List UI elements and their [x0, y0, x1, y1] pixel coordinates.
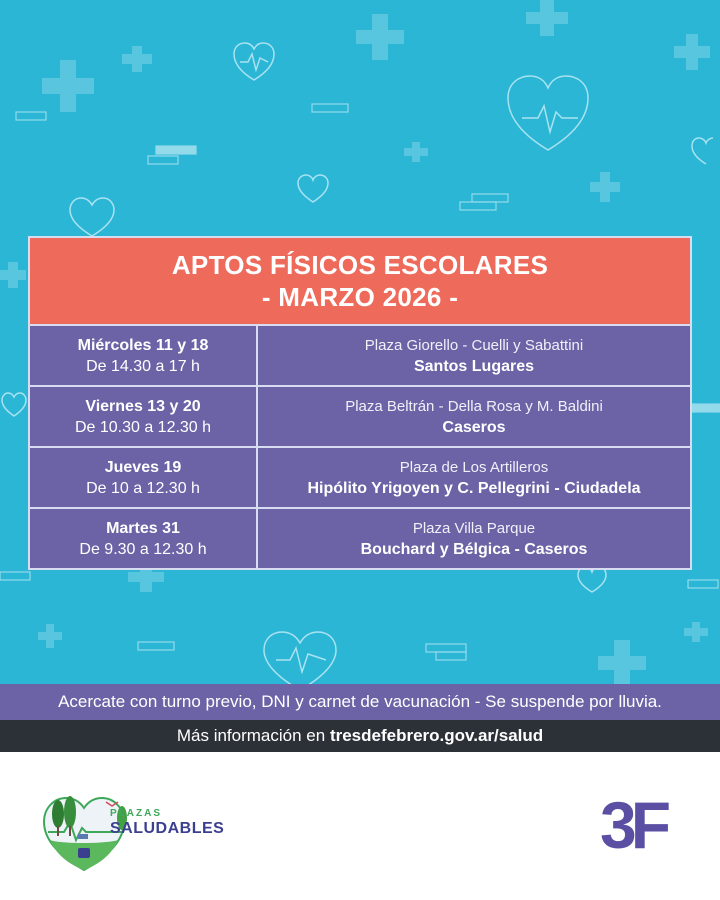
logo-big-text: SALUDABLES — [110, 820, 225, 837]
event-day: Miércoles 11 y 18 — [77, 336, 209, 354]
event-place: Plaza Villa Parque — [412, 519, 536, 537]
date-cell — [30, 326, 258, 385]
heart-icon — [508, 76, 588, 150]
pill-shape — [148, 156, 178, 164]
place-cell — [258, 509, 690, 568]
heart-icon — [298, 175, 328, 202]
heart-icon — [578, 567, 606, 592]
heart-icon — [264, 632, 336, 685]
pill-shape — [460, 202, 496, 210]
table-row — [30, 446, 690, 507]
footer — [0, 752, 720, 900]
event-location: Santos Lugares — [413, 357, 535, 375]
event-location: Bouchard y Bélgica - Caseros — [360, 540, 588, 558]
pill-shape — [0, 572, 30, 580]
date-cell — [30, 387, 258, 446]
event-time: De 10.30 a 12.30 h — [74, 418, 212, 436]
info-prefix: Más información en — [176, 726, 326, 745]
heartbeat-line — [240, 54, 268, 70]
event-time: De 10 a 12.30 h — [86, 479, 200, 497]
pill-shape — [156, 146, 196, 154]
logo-small-text: PLAZAS — [110, 808, 162, 819]
pill-shape — [436, 652, 466, 660]
plus-icon — [0, 262, 26, 288]
event-location: Hipólito Yrigoyen y C. Pellegrini - Ciudadela — [307, 479, 641, 497]
event-day: Martes 31 — [106, 519, 180, 537]
heartbeat-line — [276, 648, 326, 672]
heart-icon — [692, 138, 713, 164]
info-link[interactable]: tresdefebrero.gov.ar/salud — [329, 726, 544, 745]
heart-icon — [2, 393, 26, 416]
pill-shape — [16, 112, 46, 120]
event-day: Viernes 13 y 20 — [85, 397, 201, 415]
plus-icon — [674, 34, 710, 70]
pill-shape — [472, 194, 508, 202]
heartbeat-line — [522, 106, 578, 132]
plus-icon — [356, 14, 404, 60]
place-cell — [258, 448, 690, 507]
event-location: Caseros — [442, 418, 506, 436]
place-cell — [258, 387, 690, 446]
header-title: APTOS FÍSICOS ESCOLARES — [171, 250, 549, 280]
plus-icon — [598, 640, 646, 685]
schedule-table — [28, 236, 692, 570]
plus-icon — [122, 46, 152, 72]
plus-icon — [684, 622, 708, 642]
notice-bar — [0, 684, 720, 720]
event-time: De 14.30 a 17 h — [86, 357, 200, 375]
event-place: Plaza de Los Artilleros — [399, 458, 549, 476]
event-place: Plaza Beltrán - Della Rosa y M. Baldini — [345, 397, 603, 415]
schedule-header — [30, 238, 690, 324]
notice-text: Acercate con turno previo, DNI y carnet de vacunación - Se suspende por lluvia. — [58, 692, 662, 711]
table-row — [30, 385, 690, 446]
place-cell — [258, 326, 690, 385]
plus-icon — [590, 172, 620, 202]
table-row — [30, 324, 690, 385]
info-bar — [0, 720, 720, 752]
date-cell — [30, 448, 258, 507]
event-day: Jueves 19 — [104, 458, 182, 476]
plus-icon — [42, 60, 94, 112]
pill-shape — [688, 580, 718, 588]
date-cell — [30, 509, 258, 568]
pill-shape — [138, 642, 174, 650]
logo-wordmark — [110, 808, 224, 838]
pill-shape — [426, 644, 466, 652]
pill-shape — [312, 104, 348, 112]
tres-de-febrero-logo: 3F — [600, 788, 666, 862]
event-place: Plaza Giorello - Cuelli y Sabattini — [364, 336, 584, 354]
table-row — [30, 507, 690, 568]
event-time: De 9.30 a 12.30 h — [79, 540, 207, 558]
plus-icon — [404, 142, 428, 162]
plus-icon — [38, 624, 62, 648]
header-subtitle: - MARZO 2026 - — [261, 282, 459, 312]
plus-icon — [526, 0, 568, 36]
heart-icon — [70, 198, 114, 236]
pill-shape — [692, 404, 720, 412]
